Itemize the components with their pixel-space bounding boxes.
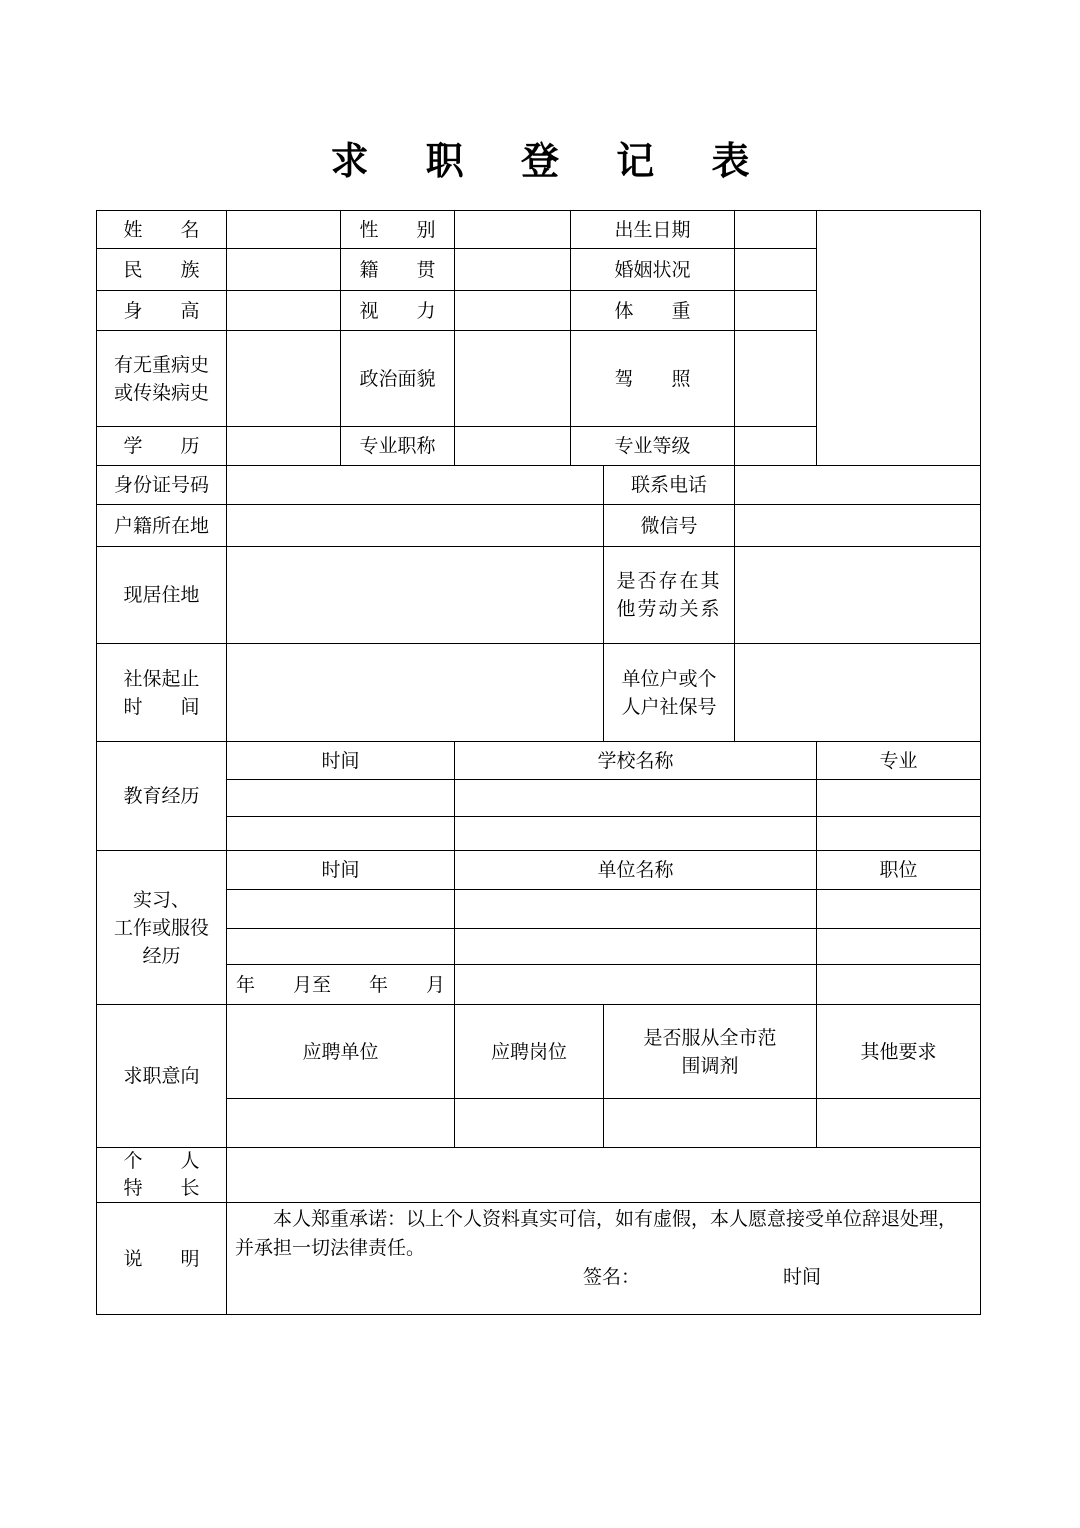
work-date-range[interactable]: 年 月至 年 月: [227, 965, 455, 1005]
work-position-cell[interactable]: [817, 929, 981, 965]
specialty-field[interactable]: [227, 1148, 981, 1203]
education-history-label: 教育经历: [97, 742, 227, 851]
hukou-label: 户籍所在地: [97, 505, 227, 547]
statement-label: 说 明: [97, 1203, 227, 1315]
ethnicity-field[interactable]: [227, 249, 341, 291]
intent-post-cell[interactable]: [455, 1099, 604, 1148]
education-major-cell[interactable]: [817, 817, 981, 851]
license-label: 驾 照: [571, 331, 735, 427]
title-field[interactable]: [455, 427, 571, 466]
birth-label: 出生日期: [571, 211, 735, 249]
work-history-label: 实习、 工作或服役 经历: [97, 851, 227, 1005]
social-number-field[interactable]: [735, 644, 981, 742]
ethnicity-label: 民 族: [97, 249, 227, 291]
vision-label: 视 力: [341, 291, 455, 331]
intent-other-header: 其他要求: [817, 1005, 981, 1099]
time-label: 时间: [783, 1266, 822, 1288]
political-label: 政治面貌: [341, 331, 455, 427]
weight-field[interactable]: [735, 291, 817, 331]
signature-label: 签名：: [583, 1266, 641, 1288]
education-major-header: 专业: [817, 742, 981, 780]
disease-history-field[interactable]: [227, 331, 341, 427]
work-position-cell[interactable]: [817, 890, 981, 929]
birth-field[interactable]: [735, 211, 817, 249]
hukou-field[interactable]: [227, 505, 604, 547]
work-time-header: 时间: [227, 851, 455, 890]
job-intent-label: 求职意向: [97, 1005, 227, 1148]
statement-cell: [227, 1203, 981, 1315]
social-period-label: 社保起止 时 间: [97, 644, 227, 742]
native-place-field[interactable]: [455, 249, 571, 291]
registration-form: [96, 210, 981, 1315]
skill-level-field[interactable]: [735, 427, 817, 466]
education-school-cell[interactable]: [455, 817, 817, 851]
skill-level-label: 专业等级: [571, 427, 735, 466]
work-time-cell[interactable]: [227, 929, 455, 965]
political-field[interactable]: [455, 331, 571, 427]
work-company-cell[interactable]: [455, 929, 817, 965]
pledge-text: 本人郑重承诺：以上个人资料真实可信，如有虚假，本人愿意接受单位辞退处理，并承担一切法律责任。: [235, 1208, 958, 1259]
phone-field[interactable]: [735, 466, 981, 505]
license-field[interactable]: [735, 331, 817, 427]
page-title: 求 职 登 记 表: [330, 139, 772, 183]
wechat-label: 微信号: [604, 505, 735, 547]
intent-post-header: 应聘岗位: [455, 1005, 604, 1099]
intent-reassign-header: 是否服从全市范 围调剂: [604, 1005, 817, 1099]
work-company-cell[interactable]: [455, 890, 817, 929]
gender-field[interactable]: [455, 211, 571, 249]
wechat-field[interactable]: [735, 505, 981, 547]
education-school-header: 学校名称: [455, 742, 817, 780]
education-time-header: 时间: [227, 742, 455, 780]
title-label: 专业职称: [341, 427, 455, 466]
education-school-cell[interactable]: [455, 780, 817, 817]
social-period-field[interactable]: [227, 644, 604, 742]
residence-field[interactable]: [227, 547, 604, 644]
id-number-field[interactable]: [227, 466, 604, 505]
name-label: 姓 名: [97, 211, 227, 249]
education-field[interactable]: [227, 427, 341, 466]
gender-label: 性 别: [341, 211, 455, 249]
residence-label: 现居住地: [97, 547, 227, 644]
intent-other-cell[interactable]: [817, 1099, 981, 1148]
specialty-label: 个 人 特 长: [97, 1148, 227, 1203]
weight-label: 体 重: [571, 291, 735, 331]
marital-field[interactable]: [735, 249, 817, 291]
disease-history-label: 有无重病史 或传染病史: [97, 331, 227, 427]
other-labor-label: 是否存在其 他劳动关系: [604, 547, 735, 644]
height-field[interactable]: [227, 291, 341, 331]
intent-unit-cell[interactable]: [227, 1099, 455, 1148]
work-time-cell[interactable]: [227, 890, 455, 929]
intent-unit-header: 应聘单位: [227, 1005, 455, 1099]
education-time-cell[interactable]: [227, 780, 455, 817]
other-labor-field[interactable]: [735, 547, 981, 644]
name-field[interactable]: [227, 211, 341, 249]
id-number-label: 身份证号码: [97, 466, 227, 505]
photo-box[interactable]: [817, 211, 981, 466]
height-label: 身 高: [97, 291, 227, 331]
vision-field[interactable]: [455, 291, 571, 331]
intent-reassign-cell[interactable]: [604, 1099, 817, 1148]
education-major-cell[interactable]: [817, 780, 981, 817]
native-place-label: 籍 贯: [341, 249, 455, 291]
work-company-cell[interactable]: [455, 965, 817, 1005]
work-position-cell[interactable]: [817, 965, 981, 1005]
marital-label: 婚姻状况: [571, 249, 735, 291]
phone-label: 联系电话: [604, 466, 735, 505]
education-label: 学 历: [97, 427, 227, 466]
work-company-header: 单位名称: [455, 851, 817, 890]
work-position-header: 职位: [817, 851, 981, 890]
social-number-label: 单位户或个 人户社保号: [604, 644, 735, 742]
education-time-cell[interactable]: [227, 817, 455, 851]
